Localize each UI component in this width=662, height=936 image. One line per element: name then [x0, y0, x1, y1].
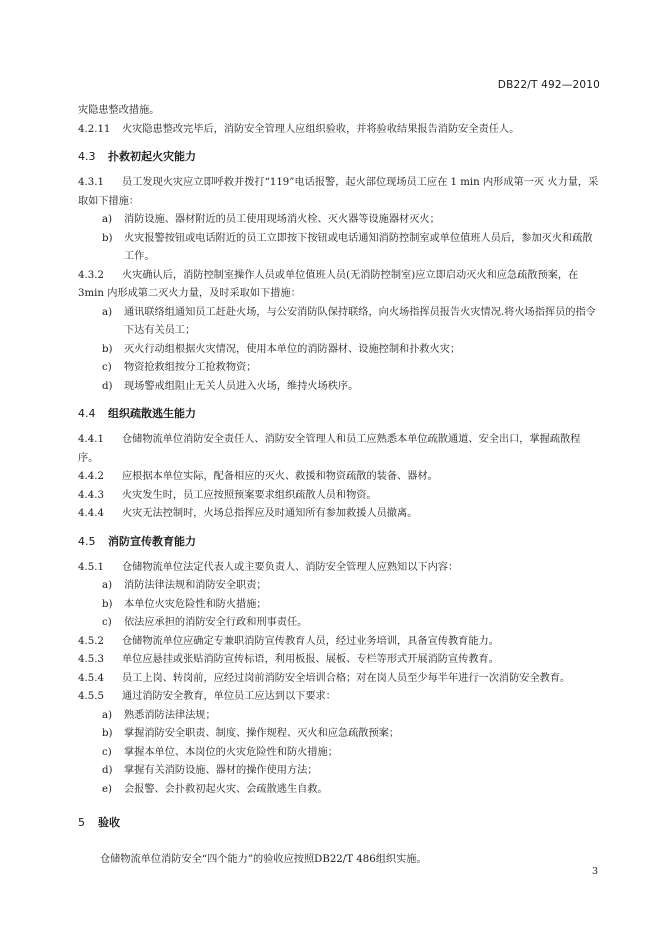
section-number: 4.3	[78, 150, 96, 163]
clause-number: 4.5.5	[78, 691, 104, 702]
list-marker: a)	[102, 306, 113, 318]
section-title: 验收	[98, 816, 120, 829]
clause-text: 火灾确认后，消防控制室操作人员或单位值班人员(无消防控制室)应立即启动灭火和应急疏散预案，在 3min 内形成第二灭火力量，及时采取如下措施：	[78, 269, 579, 299]
clause-number: 4.5.4	[78, 672, 104, 684]
document-body	[78, 102, 600, 870]
list-item	[78, 230, 600, 267]
list-item-text: 掌握本单位、本岗位的火灾危险性和防火措施；	[124, 746, 338, 758]
list-item-text: 依法应承担的消防安全行政和刑事责任。	[124, 617, 308, 628]
clause-4-5-5	[78, 688, 600, 707]
list-marker: b)	[102, 232, 113, 244]
clause-text: 火灾发生时，员工应按照预案要求组织疏散人员和物资。	[122, 489, 377, 501]
list-marker: b)	[102, 728, 113, 739]
list-marker: e)	[102, 783, 113, 795]
list-marker: d)	[102, 765, 113, 776]
list-marker: c)	[102, 617, 112, 628]
list-marker: d)	[102, 380, 113, 392]
clause-number: 4.2.11	[78, 123, 111, 135]
list-item	[78, 596, 600, 615]
section-5-paragraph: 仓储物流单位消防安全“四个能力”的验收应按照DB22/T 486组织实施。	[100, 854, 427, 865]
section-heading-4-5	[78, 532, 600, 552]
clause-4-5-2	[78, 633, 600, 652]
list-item	[78, 378, 600, 397]
list-item	[78, 762, 600, 781]
list-item	[78, 304, 600, 341]
list-marker: b)	[102, 343, 113, 355]
clause-text: 火灾隐患整改完毕后，消防安全管理人应组织验收，并将验收结果报告消防安全责任人。	[122, 123, 520, 135]
clause-number: 4.4.1	[78, 434, 104, 445]
clause-4-4-4	[78, 505, 600, 524]
clause-text: 应根据本单位实际，配备相应的灭火、救援和物资疏散的装备、器材。	[122, 471, 438, 482]
list-item	[78, 725, 600, 744]
list-item-text: 掌握有关消防设施、器材的操作使用方法；	[124, 765, 318, 776]
list-item-text: 通讯联络组通知员工赶赴火场，与公安消防队保持联络，向火场指挥员报告火灾情况.将火场指挥员的指令下达有关员工；	[124, 306, 596, 336]
document-code-header: DB22/T 492—2010	[497, 79, 600, 91]
list-marker: c)	[102, 746, 112, 758]
list-item-text: 消防法律法规和消防安全职责；	[124, 580, 267, 591]
clause-number: 4.5.1	[78, 561, 104, 573]
section-number: 4.4	[78, 407, 96, 420]
clause-text: 通过消防安全教育，单位员工应达到以下要求：	[122, 691, 336, 702]
section-heading-5	[78, 813, 600, 833]
section-title: 组织疏散逃生能力	[108, 407, 196, 420]
section-number: 4.5	[78, 534, 96, 548]
list-item	[78, 781, 600, 800]
clause-4-4-1	[78, 431, 600, 468]
clause-4-5-4	[78, 670, 600, 689]
list-marker: a)	[102, 580, 113, 591]
clause-text: 员工上岗、转岗前，应经过岗前消防安全培训合格；对在岗人员至少每半年进行一次消防安全教育。	[122, 672, 571, 684]
clause-4-5-3	[78, 651, 600, 670]
clause-number: 4.5.2	[78, 635, 104, 647]
list-marker: a)	[102, 709, 113, 721]
section-title: 扑救初起火灾能力	[108, 150, 196, 163]
clause-number: 4.4.3	[78, 489, 104, 501]
list-item	[78, 707, 600, 726]
list-item-text: 灭火行动组根据火灾情况，使用本单位的消防器材、设施控制和扑救火灾；	[124, 343, 461, 355]
clause-4-5-1	[78, 559, 600, 578]
list-item-text: 现场警戒组阻止无关人员进入火场，维持火场秩序。	[124, 380, 359, 392]
list-item	[78, 359, 600, 378]
clause-number: 4.5.3	[78, 654, 104, 665]
clause-text: 仓储物流单位法定代表人或主要负责人、消防安全管理人应熟知以下内容：	[122, 561, 459, 573]
list-item-text: 本单位火灾危险性和防火措施；	[124, 598, 267, 610]
clause-text: 单位应悬挂或张贴消防宣传标语，利用板报、展板、专栏等形式开展消防宣传教育。	[122, 654, 499, 665]
clause-4-4-2	[78, 468, 600, 487]
clause-4-2-11	[78, 121, 600, 140]
list-item-text: 熟悉消防法律法规；	[124, 709, 216, 721]
list-item	[78, 211, 600, 230]
list-item-text: 掌握消防安全职责、制度、操作规程、灭火和应急疏散预案；	[124, 728, 400, 739]
section-number: 5	[78, 816, 85, 829]
list-item-text: 火灾报警按钮或电话附近的员工立即按下按钮或电话通知消防控制室或单位值班人员后，参加灭火和疏散工作。	[124, 232, 593, 262]
list-item-text: 消防设施、器材附近的员工使用现场消火栓、灭火器等设施器材灭火；	[124, 214, 440, 225]
clause-text: 员工发现火灾应立即呼救并拨打“119”电话报警，起火部位现场员工应在 1 min 内形成第一灭 火力量，采取如下措施：	[78, 177, 599, 207]
section-title: 消防宣传教育能力	[108, 534, 196, 548]
list-marker: c)	[102, 362, 112, 373]
page-number: 3	[591, 866, 598, 877]
list-marker: b)	[102, 598, 113, 610]
section-heading-4-4	[78, 404, 600, 424]
clause-number: 4.3.1	[78, 177, 104, 188]
list-item	[78, 744, 600, 763]
section-heading-4-3	[78, 147, 600, 167]
clause-text: 仓储物流单位消防安全责任人、消防安全管理人和员工应熟悉本单位疏散通道、安全出口，掌握疏散程序。	[78, 434, 581, 464]
clause-number: 4.3.2	[78, 269, 104, 281]
clause-4-3-2	[78, 267, 600, 304]
list-item-text: 物资抢救组按分工抢救物资；	[124, 362, 257, 373]
list-item-text: 会报警、会扑救初起火灾、会疏散逃生自救。	[124, 783, 328, 795]
list-item	[78, 614, 600, 633]
list-marker: a)	[102, 214, 113, 225]
clause-4-3-1	[78, 174, 600, 211]
clause-4-4-3	[78, 487, 600, 506]
clause-number: 4.4.4	[78, 508, 104, 519]
clause-text: 仓储物流单位应确定专兼职消防宣传教育人员，经过业务培训，具备宣传教育能力。	[122, 635, 499, 647]
list-item	[78, 341, 600, 360]
paragraph-continuation: 灾隐患整改措施。	[78, 105, 160, 116]
clause-number: 4.4.2	[78, 471, 104, 482]
clause-text: 火灾无法控制时，火场总指挥应及时通知所有参加救援人员撤离。	[122, 508, 418, 519]
list-item	[78, 577, 600, 596]
